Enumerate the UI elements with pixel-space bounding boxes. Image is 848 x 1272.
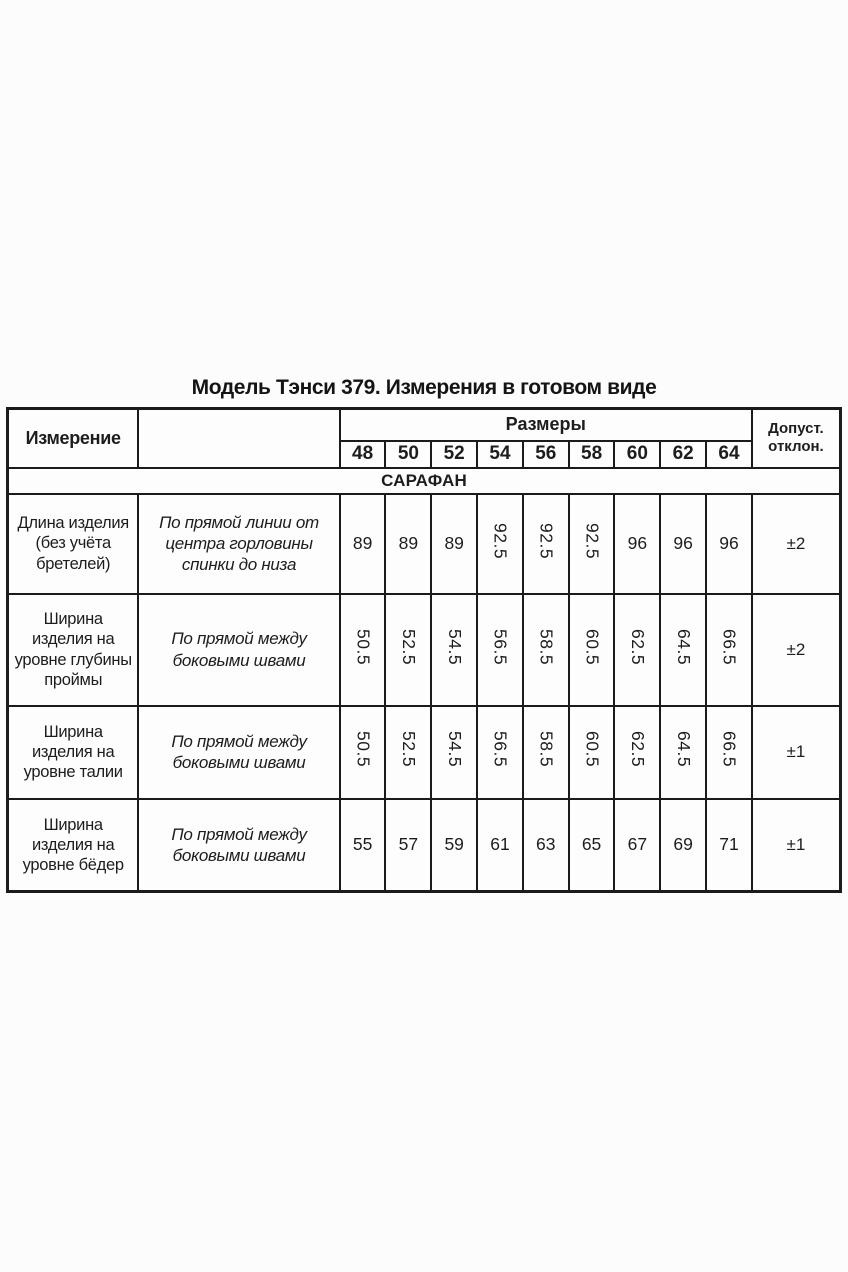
- size-chart-table: [6, 407, 842, 893]
- value-cell: 57: [385, 799, 431, 892]
- measurement-method: По прямой между боковыми швами: [138, 706, 339, 799]
- value-cell-rotated: 92.5: [477, 494, 523, 594]
- table-row: [8, 799, 841, 892]
- value-cell-rotated: 60.5: [569, 594, 615, 706]
- value-cell-rotated: 66.5: [706, 594, 752, 706]
- size-header: 60: [614, 441, 660, 468]
- value-cell: 61: [477, 799, 523, 892]
- value-cell: 89: [431, 494, 477, 594]
- size-header: 48: [340, 441, 386, 468]
- value-cell: 96: [660, 494, 706, 594]
- value-cell-rotated: 52.5: [385, 594, 431, 706]
- measurement-name: Ширина изделия на уровне бёдер: [8, 799, 139, 892]
- size-header: 52: [431, 441, 477, 468]
- size-header: 62: [660, 441, 706, 468]
- deviation-cell: ±2: [752, 494, 841, 594]
- value-cell-rotated: 56.5: [477, 706, 523, 799]
- value-cell: 59: [431, 799, 477, 892]
- value-cell-rotated: 66.5: [706, 706, 752, 799]
- value-cell-rotated: 62.5: [614, 706, 660, 799]
- value-cell-rotated: 54.5: [431, 594, 477, 706]
- deviation-cell: ±2: [752, 594, 841, 706]
- value-cell-rotated: 52.5: [385, 706, 431, 799]
- value-cell-rotated: 50.5: [340, 594, 386, 706]
- value-cell: 96: [614, 494, 660, 594]
- header-measurement: Измерение: [8, 409, 139, 468]
- value-cell: 89: [385, 494, 431, 594]
- value-cell-rotated: 60.5: [569, 706, 615, 799]
- value-cell: 89: [340, 494, 386, 594]
- value-cell-rotated: 58.5: [523, 706, 569, 799]
- measurement-method: По прямой линии от центра горловины спинки до низа: [138, 494, 339, 594]
- measurement-name: Ширина изделия на уровне глубины проймы: [8, 594, 139, 706]
- value-cell: 63: [523, 799, 569, 892]
- value-cell-rotated: 50.5: [340, 706, 386, 799]
- value-cell-rotated: 92.5: [569, 494, 615, 594]
- value-cell-rotated: 62.5: [614, 594, 660, 706]
- header-row-top: [8, 409, 841, 441]
- value-cell-rotated: 64.5: [660, 706, 706, 799]
- size-header: 56: [523, 441, 569, 468]
- header-deviation: Допуст. отклон.: [752, 409, 841, 468]
- value-cell: 96: [706, 494, 752, 594]
- size-header: 58: [569, 441, 615, 468]
- measurement-name: Длина изделия (без учёта бретелей): [8, 494, 139, 594]
- section-row: [8, 468, 841, 494]
- value-cell: 67: [614, 799, 660, 892]
- value-cell: 71: [706, 799, 752, 892]
- measurement-name: Ширина изделия на уровне талии: [8, 706, 139, 799]
- value-cell-rotated: 56.5: [477, 594, 523, 706]
- deviation-cell: ±1: [752, 706, 841, 799]
- section-title: САРАФАН: [8, 468, 841, 494]
- size-header: 64: [706, 441, 752, 468]
- value-cell: 69: [660, 799, 706, 892]
- table-row: [8, 494, 841, 594]
- value-cell: 65: [569, 799, 615, 892]
- measurement-method: По прямой между боковыми швами: [138, 594, 339, 706]
- deviation-cell: ±1: [752, 799, 841, 892]
- measurement-method: По прямой между боковыми швами: [138, 799, 339, 892]
- size-header: 54: [477, 441, 523, 468]
- size-header: 50: [385, 441, 431, 468]
- header-sizes-group: Размеры: [340, 409, 752, 441]
- value-cell-rotated: 92.5: [523, 494, 569, 594]
- table-row: [8, 706, 841, 799]
- page-title: Модель Тэнси 379. Измерения в готовом виде: [191, 376, 657, 399]
- header-description-empty: [138, 409, 339, 468]
- value-cell-rotated: 54.5: [431, 706, 477, 799]
- value-cell-rotated: 64.5: [660, 594, 706, 706]
- table-row: [8, 594, 841, 706]
- value-cell-rotated: 58.5: [523, 594, 569, 706]
- value-cell: 55: [340, 799, 386, 892]
